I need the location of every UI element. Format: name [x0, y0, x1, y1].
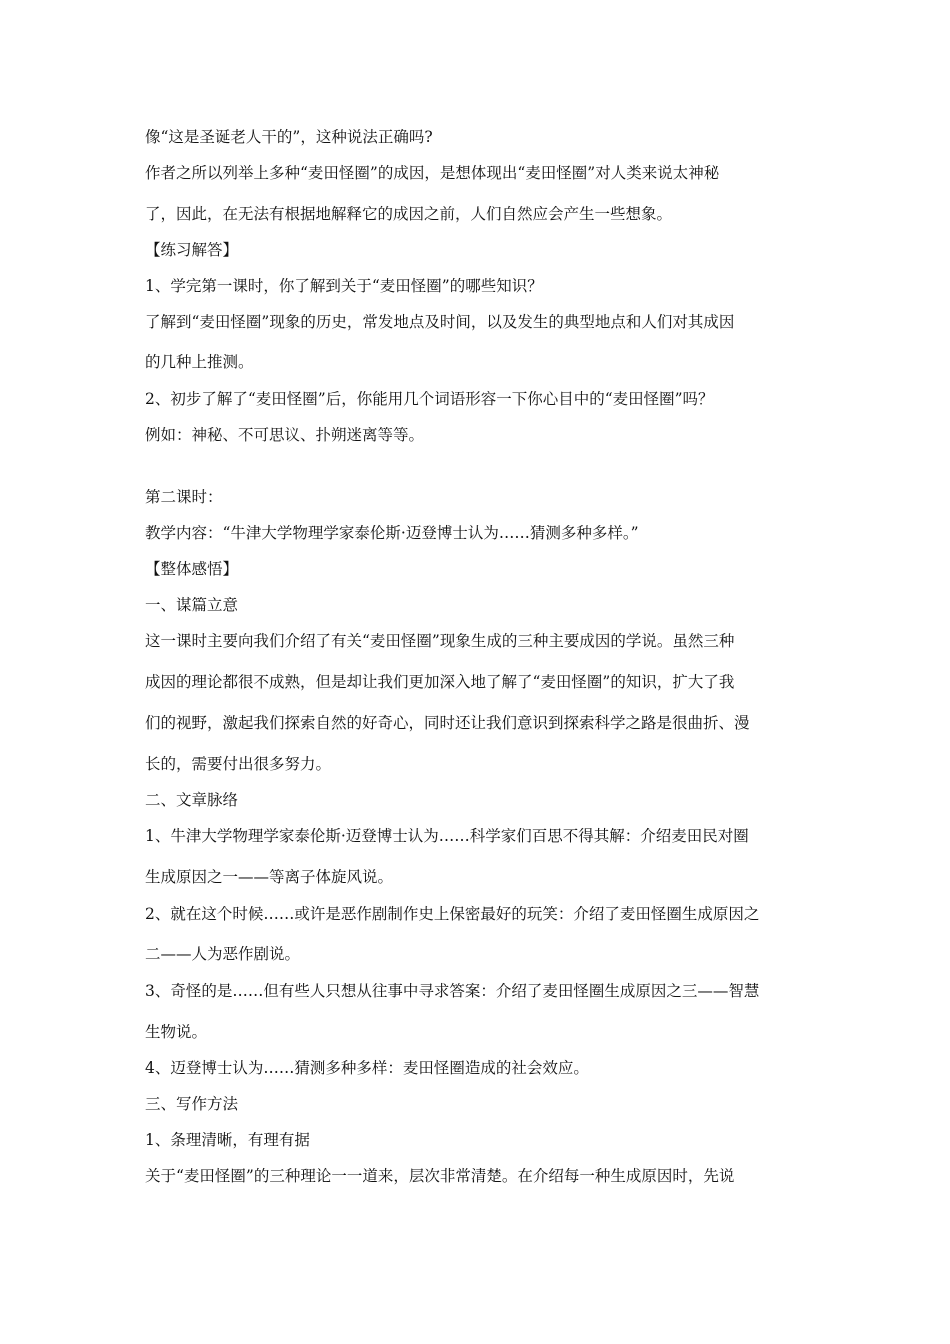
text-line: 1、条理清晰，有理有据 [145, 1131, 310, 1149]
text-line: 1、牛津大学物理学家泰伦斯·迈登博士认为……科学家们百思不得其解：介绍麦田民对圈 [145, 827, 749, 845]
text-line: 1、学完第一课时，你了解到关于“麦田怪圈”的哪些知识？ [145, 277, 543, 295]
text-line: 了解到“麦田怪圈”现象的历史，常发地点及时间，以及发生的典型地点和人们对其成因 [145, 313, 735, 331]
text-line: 例如：神秘、不可思议、扑朔迷离等等。 [145, 426, 425, 444]
text-line: 了，因此，在无法有根据地解释它的成因之前，人们自然应会产生一些想象。 [145, 205, 673, 223]
text-line: 们的视野，激起我们探索自然的好奇心，同时还让我们意识到探索科学之路是很曲折、漫 [145, 714, 750, 732]
text-line: 作者之所以列举上多种“麦田怪圈”的成因，是想体现出“麦田怪圈”对人类来说太神秘 [145, 164, 720, 182]
text-line: 2、就在这个时候……或许是恶作剧制作史上保密最好的玩笑：介绍了麦田怪圈生成原因之 [145, 905, 760, 923]
text-line: 生物说。 [145, 1023, 208, 1041]
section-heading: 【练习解答】 [145, 241, 239, 259]
section-heading: 一、谋篇立意 [145, 596, 239, 614]
text-line: 像“这是圣诞老人干的”，这种说法正确吗? [145, 128, 433, 146]
text-line: 这一课时主要向我们介绍了有关“麦田怪圈”现象生成的三种主要成因的学说。虽然三种 [145, 632, 735, 650]
section-heading: 三、写作方法 [145, 1095, 239, 1113]
text-line: 二——人为恶作剧说。 [145, 945, 301, 963]
text-line: 2、初步了解了“麦田怪圈”后，你能用几个词语形容一下你心目中的“麦田怪圈”吗？ [145, 390, 714, 408]
section-heading: 二、文章脉络 [145, 791, 239, 809]
text-line: 生成原因之一——等离子体旋风说。 [145, 868, 394, 886]
section-heading: 第二课时： [145, 488, 223, 506]
text-line: 的几种上推测。 [145, 353, 254, 371]
text-line: 关于“麦田怪圈”的三种理论一一道来，层次非常清楚。在介绍每一种生成原因时，先说 [145, 1167, 735, 1185]
section-heading: 【整体感悟】 [145, 560, 239, 578]
text-line: 4、迈登博士认为……猜测多种多样：麦田怪圈造成的社会效应。 [145, 1059, 589, 1077]
text-line: 成因的理论都很不成熟，但是却让我们更加深入地了解了“麦田怪圈”的知识，扩大了我 [145, 673, 735, 691]
text-line: 教学内容：“牛津大学物理学家泰伦斯·迈登博士认为……猜测多种多样。” [145, 524, 639, 542]
text-line: 3、奇怪的是……但有些人只想从往事中寻求答案：介绍了麦田怪圈生成原因之三——智慧 [145, 982, 760, 1000]
text-line: 长的，需要付出很多努力。 [145, 755, 332, 773]
